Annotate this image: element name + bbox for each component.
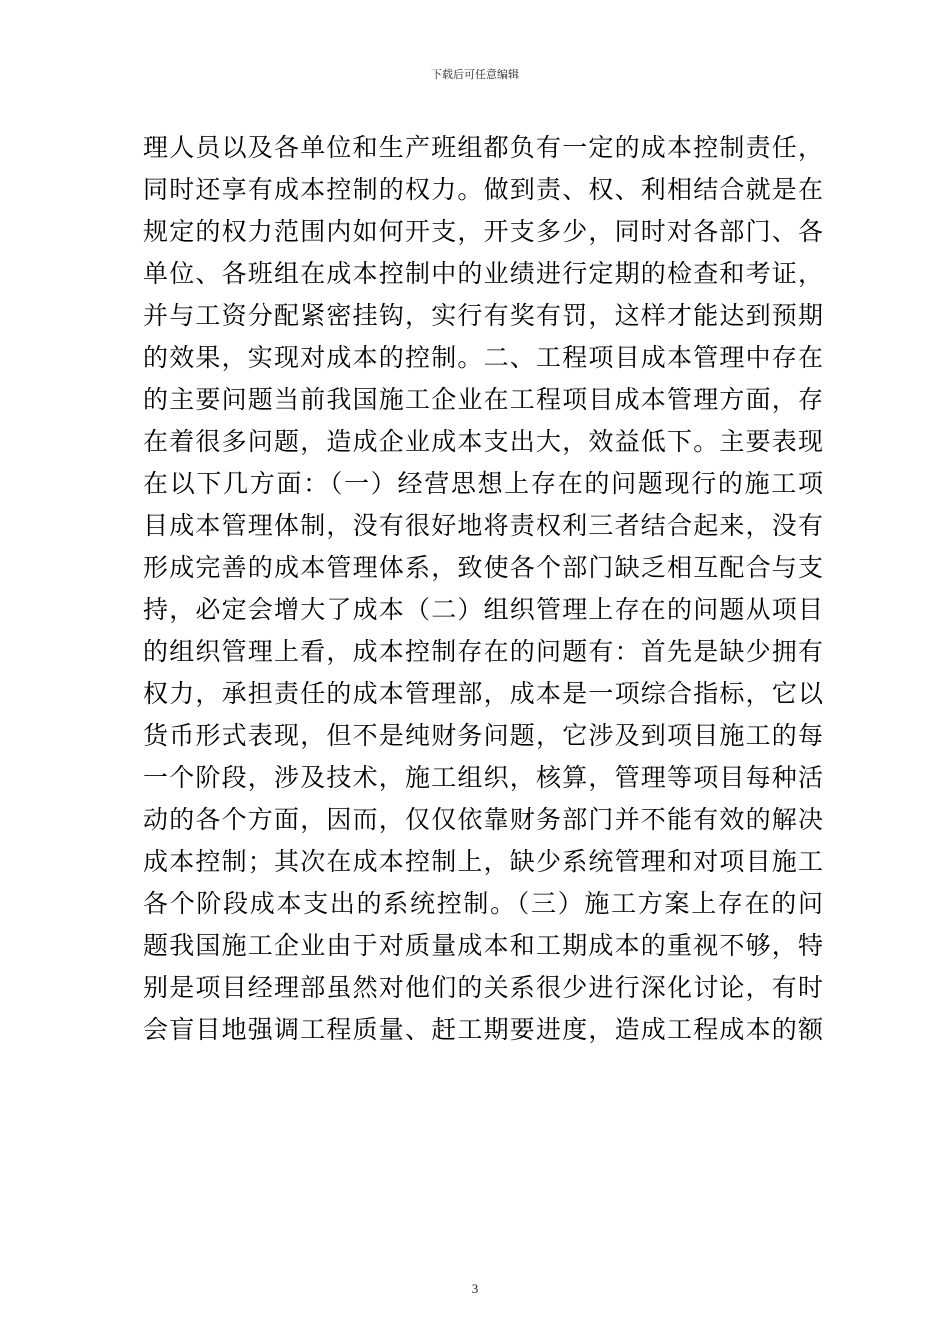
text-line: 动的各个方面，因而，仅仅依靠财务部门并不能有效的解决 — [143, 805, 823, 834]
text-line: 形成完善的成本管理体系，致使各个部门缺乏相互配合与支 — [143, 553, 823, 582]
text-line: 题我国施工企业由于对质量成本和工期成本的重视不够，特 — [143, 931, 823, 960]
page-number: 3 — [471, 1281, 479, 1296]
text-line: 的主要问题当前我国施工企业在工程项目成本管理方面，存 — [143, 385, 823, 414]
text-line: 同时还享有成本控制的权力。做到责、权、利相结合就是在 — [143, 175, 823, 204]
text-line: 会盲目地强调工程质量、赶工期要进度，造成工程成本的额 — [143, 1015, 823, 1044]
text-line: 目成本管理体制，没有很好地将责权利三者结合起来，没有 — [143, 511, 823, 540]
text-line: 规定的权力范围内如何开支，开支多少，同时对各部门、各 — [143, 217, 823, 246]
text-line: 在以下几方面：（一）经营思想上存在的问题现行的施工项 — [143, 469, 823, 498]
text-line: 理人员以及各单位和生产班组都负有一定的成本控制责任， — [143, 133, 823, 162]
text-line: 各个阶段成本支出的系统控制。（三）施工方案上存在的问 — [143, 889, 823, 918]
text-line: 权力，承担责任的成本管理部，成本是一项综合指标，它以 — [143, 679, 823, 708]
text-line: 别是项目经理部虽然对他们的关系很少进行深化讨论，有时 — [143, 973, 823, 1002]
text-line: 的组织管理上看，成本控制存在的问题有：首先是缺少拥有 — [143, 637, 823, 666]
text-line: 货币形式表现，但不是纯财务问题，它涉及到项目施工的每 — [143, 721, 823, 750]
body-text — [143, 127, 823, 1051]
text-line: 单位、各班组在成本控制中的业绩进行定期的检查和考证， — [143, 259, 823, 288]
text-line: 一个阶段，涉及技术，施工组织，核算，管理等项目每种活 — [143, 763, 823, 792]
text-line: 持，必定会增大了成本（二）组织管理上存在的问题从项目 — [143, 595, 823, 624]
page-header: 下载后可任意编辑 — [431, 68, 519, 81]
text-line: 成本控制；其次在成本控制上，缺少系统管理和对项目施工 — [143, 847, 823, 876]
text-line: 的效果，实现对成本的控制。二、工程项目成本管理中存在 — [143, 343, 823, 372]
text-line: 并与工资分配紧密挂钩，实行有奖有罚，这样才能达到预期 — [143, 301, 823, 330]
text-line: 在着很多问题，造成企业成本支出大，效益低下。主要表现 — [143, 427, 823, 456]
